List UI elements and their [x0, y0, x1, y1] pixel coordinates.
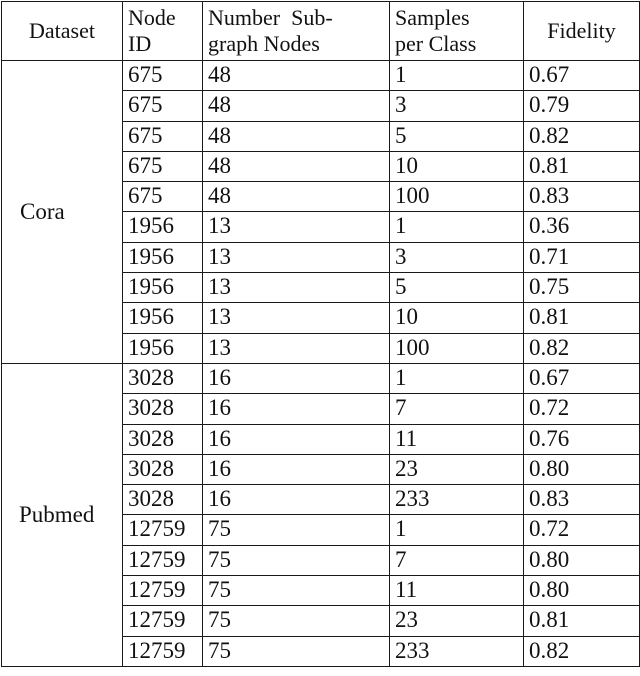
- samples-per-class-cell: 7: [390, 545, 524, 575]
- subgraph-nodes-cell: 75: [203, 576, 390, 606]
- fidelity-cell: 0.79: [524, 91, 640, 121]
- header-fidelity: Fidelity: [524, 2, 640, 61]
- subgraph-nodes-cell: 13: [203, 242, 390, 272]
- fidelity-cell: 0.81: [524, 151, 640, 181]
- fidelity-cell: 0.82: [524, 333, 640, 363]
- node-id-cell: 675: [123, 121, 203, 151]
- subgraph-nodes-cell: 75: [203, 515, 390, 545]
- subgraph-nodes-cell: 13: [203, 273, 390, 303]
- samples-per-class-cell: 100: [390, 182, 524, 212]
- fidelity-cell: 0.82: [524, 121, 640, 151]
- samples-per-class-cell: 5: [390, 121, 524, 151]
- fidelity-cell: 0.80: [524, 454, 640, 484]
- header-subgraph-nodes: [203, 2, 390, 61]
- samples-per-class-cell: 10: [390, 303, 524, 333]
- subgraph-nodes-cell: 13: [203, 333, 390, 363]
- node-id-cell: 3028: [123, 424, 203, 454]
- fidelity-cell: 0.81: [524, 606, 640, 636]
- samples-per-class-cell: 7: [390, 394, 524, 424]
- results-table: [1, 1, 640, 667]
- samples-per-class-cell: 5: [390, 273, 524, 303]
- node-id-cell: 12759: [123, 515, 203, 545]
- samples-per-class-cell: 23: [390, 606, 524, 636]
- fidelity-cell: 0.72: [524, 515, 640, 545]
- subgraph-nodes-cell: 48: [203, 151, 390, 181]
- subgraph-nodes-cell: 16: [203, 454, 390, 484]
- fidelity-cell: 0.72: [524, 394, 640, 424]
- table-body: [2, 61, 640, 667]
- node-id-cell: 1956: [123, 242, 203, 272]
- node-id-cell: 3028: [123, 394, 203, 424]
- header-node-id-line-2: ID: [128, 31, 152, 56]
- subgraph-nodes-cell: 75: [203, 545, 390, 575]
- node-id-cell: 675: [123, 91, 203, 121]
- fidelity-cell: 0.75: [524, 273, 640, 303]
- dataset-cell: Cora: [2, 61, 123, 364]
- samples-per-class-cell: 1: [390, 61, 524, 91]
- samples-per-class-cell: 1: [390, 212, 524, 242]
- fidelity-cell: 0.83: [524, 485, 640, 515]
- fidelity-cell: 0.80: [524, 576, 640, 606]
- node-id-cell: 12759: [123, 636, 203, 666]
- subgraph-nodes-cell: 48: [203, 91, 390, 121]
- samples-per-class-cell: 3: [390, 242, 524, 272]
- subgraph-nodes-cell: 75: [203, 606, 390, 636]
- fidelity-cell: 0.81: [524, 303, 640, 333]
- fidelity-cell: 0.67: [524, 363, 640, 393]
- table-row: [2, 61, 640, 91]
- subgraph-nodes-cell: 13: [203, 212, 390, 242]
- header-node-id: [123, 2, 203, 61]
- node-id-cell: 1956: [123, 212, 203, 242]
- samples-per-class-cell: 1: [390, 363, 524, 393]
- subgraph-nodes-cell: 75: [203, 636, 390, 666]
- fidelity-cell: 0.71: [524, 242, 640, 272]
- samples-per-class-cell: 3: [390, 91, 524, 121]
- dataset-cell: Pubmed: [2, 363, 123, 666]
- table-header: [2, 2, 640, 61]
- fidelity-cell: 0.67: [524, 61, 640, 91]
- node-id-cell: 1956: [123, 273, 203, 303]
- subgraph-nodes-cell: 13: [203, 303, 390, 333]
- subgraph-nodes-cell: 16: [203, 394, 390, 424]
- subgraph-nodes-cell: 48: [203, 121, 390, 151]
- subgraph-nodes-cell: 16: [203, 485, 390, 515]
- node-id-cell: 3028: [123, 485, 203, 515]
- header-row: [2, 2, 640, 61]
- header-node-id-line-1: Node: [128, 5, 176, 30]
- table-row: [2, 363, 640, 393]
- header-samples-per-class: [390, 2, 524, 61]
- subgraph-nodes-cell: 48: [203, 61, 390, 91]
- header-subgraph-line-2: graph Nodes: [208, 31, 320, 56]
- node-id-cell: 1956: [123, 333, 203, 363]
- header-dataset: Dataset: [2, 2, 123, 61]
- samples-per-class-cell: 11: [390, 424, 524, 454]
- fidelity-cell: 0.82: [524, 636, 640, 666]
- node-id-cell: 12759: [123, 545, 203, 575]
- fidelity-cell: 0.36: [524, 212, 640, 242]
- node-id-cell: 675: [123, 61, 203, 91]
- fidelity-cell: 0.76: [524, 424, 640, 454]
- header-samples-line-1: Samples: [395, 5, 470, 30]
- samples-per-class-cell: 10: [390, 151, 524, 181]
- node-id-cell: 12759: [123, 606, 203, 636]
- subgraph-nodes-cell: 16: [203, 363, 390, 393]
- fidelity-cell: 0.83: [524, 182, 640, 212]
- subgraph-nodes-cell: 48: [203, 182, 390, 212]
- node-id-cell: 1956: [123, 303, 203, 333]
- samples-per-class-cell: 1: [390, 515, 524, 545]
- node-id-cell: 675: [123, 182, 203, 212]
- fidelity-cell: 0.80: [524, 545, 640, 575]
- node-id-cell: 3028: [123, 363, 203, 393]
- subgraph-nodes-cell: 16: [203, 424, 390, 454]
- header-samples-line-2: per Class: [395, 31, 477, 56]
- samples-per-class-cell: 233: [390, 636, 524, 666]
- samples-per-class-cell: 11: [390, 576, 524, 606]
- node-id-cell: 3028: [123, 454, 203, 484]
- samples-per-class-cell: 23: [390, 454, 524, 484]
- samples-per-class-cell: 233: [390, 485, 524, 515]
- samples-per-class-cell: 100: [390, 333, 524, 363]
- node-id-cell: 675: [123, 151, 203, 181]
- header-subgraph-line-1: Number Sub-: [208, 5, 333, 30]
- node-id-cell: 12759: [123, 576, 203, 606]
